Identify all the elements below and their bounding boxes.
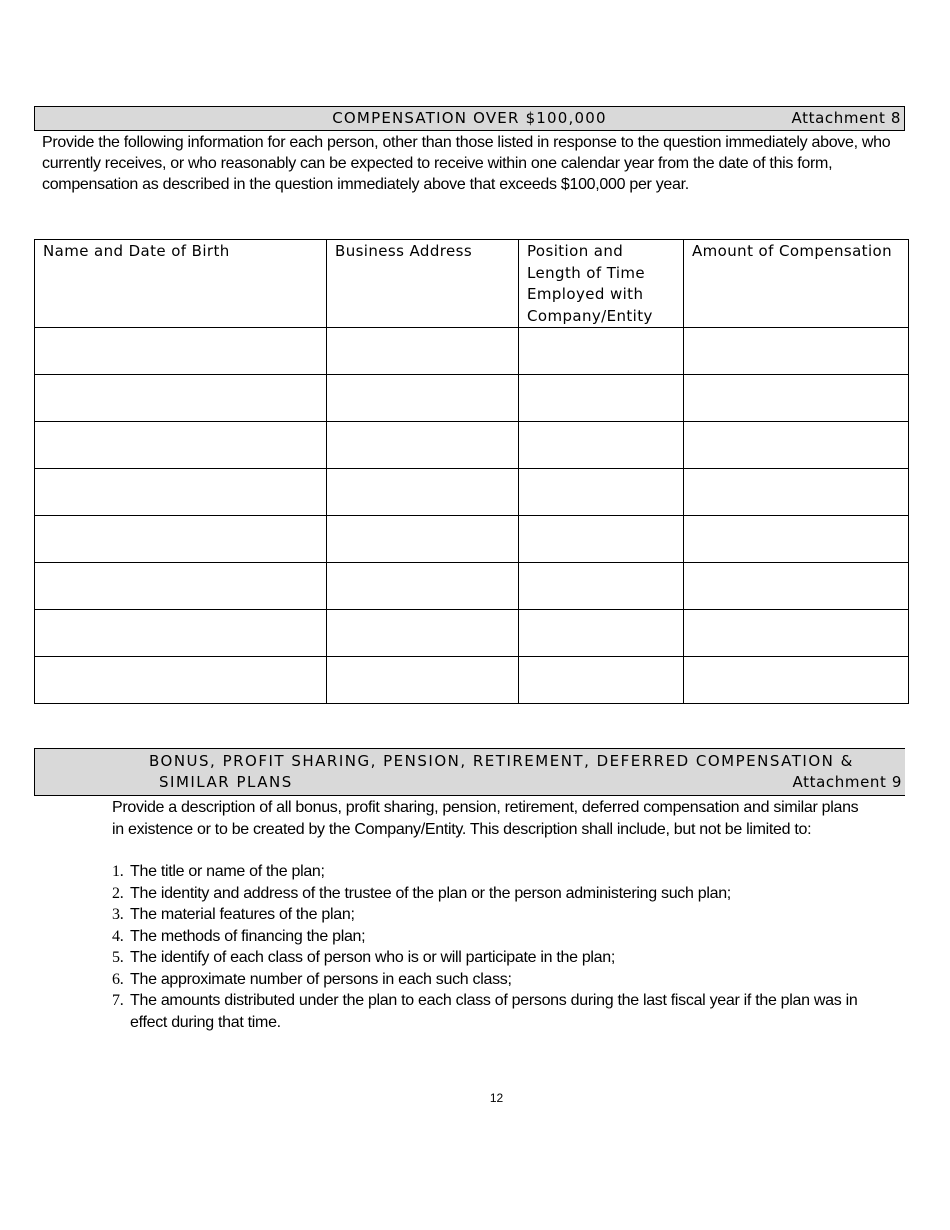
cell-name[interactable]	[35, 375, 327, 422]
cell-name[interactable]	[35, 469, 327, 516]
table-row	[35, 610, 909, 657]
list-item-text: The identify of each class of person who is or will participate in the plan;	[130, 949, 616, 966]
section-header-plans	[34, 748, 905, 796]
table-row	[35, 328, 909, 375]
list-item-number: 2.	[112, 884, 124, 902]
section-header-compensation	[34, 106, 905, 131]
table-row	[35, 375, 909, 422]
attachment-label: Attachment 8	[791, 109, 901, 127]
list-item-text: The identity and address of the trustee of the plan or the person administering such plan;	[130, 884, 731, 902]
section-instructions: Provide the following information for each person, other than those listed in response to the question immediately above, who currently receives, or who reasonably can be expected to receive within one calendar year from the date of this form, compensation as described in the question immediately above that exceeds $100,000 per year.	[42, 134, 891, 193]
cell-amount[interactable]	[684, 657, 909, 704]
cell-address[interactable]	[327, 657, 519, 704]
cell-position[interactable]	[519, 469, 684, 516]
cell-amount[interactable]	[684, 610, 909, 657]
list-item-text: The material features of the plan;	[130, 906, 355, 923]
attachment-label: Attachment 9	[792, 773, 902, 791]
compensation-table	[34, 239, 909, 704]
cell-name[interactable]	[35, 657, 327, 704]
cell-name[interactable]	[35, 610, 327, 657]
cell-name[interactable]	[35, 516, 327, 563]
list-item	[112, 883, 892, 905]
cell-address[interactable]	[327, 563, 519, 610]
list-item-text: The approximate number of persons in each such class;	[130, 970, 512, 988]
cell-name[interactable]	[35, 328, 327, 375]
cell-address[interactable]	[327, 610, 519, 657]
column-header-position: Position and Length of Time Employed with Company/Entity	[519, 240, 684, 328]
cell-amount[interactable]	[684, 375, 909, 422]
cell-position[interactable]	[519, 610, 684, 657]
list-item	[112, 926, 892, 948]
list-item-number: 3.	[112, 906, 124, 923]
cell-address[interactable]	[327, 469, 519, 516]
list-item-number: 4.	[112, 927, 124, 945]
table-header-row	[35, 240, 909, 328]
table-row	[35, 469, 909, 516]
cell-position[interactable]	[519, 375, 684, 422]
table-row	[35, 657, 909, 704]
page-number: 12	[489, 1091, 504, 1105]
cell-address[interactable]	[327, 375, 519, 422]
column-header-amount: Amount of Compensation	[684, 240, 909, 328]
table-row	[35, 516, 909, 563]
list-item-text: The methods of financing the plan;	[130, 927, 366, 945]
list-item-text: The amounts distributed under the plan to each class of persons during the last fiscal year if the plan was in effect during that time.	[130, 992, 858, 1031]
list-item-number: 7.	[112, 992, 124, 1009]
cell-name[interactable]	[35, 422, 327, 469]
column-header-name: Name and Date of Birth	[35, 240, 327, 328]
list-item-text: The title or name of the plan;	[130, 863, 325, 880]
list-item	[112, 861, 892, 883]
section-title: COMPENSATION OVER $100,000	[332, 109, 607, 127]
cell-address[interactable]	[327, 422, 519, 469]
cell-amount[interactable]	[684, 328, 909, 375]
list-item	[112, 904, 892, 926]
list-item-number: 5.	[112, 949, 124, 966]
list-item-number: 1.	[112, 863, 124, 880]
cell-position[interactable]	[519, 328, 684, 375]
cell-position[interactable]	[519, 657, 684, 704]
list-item	[112, 947, 892, 969]
cell-amount[interactable]	[684, 563, 909, 610]
cell-amount[interactable]	[684, 516, 909, 563]
list-item	[112, 990, 892, 1033]
column-header-address: Business Address	[327, 240, 519, 328]
section-title-line2: SIMILAR PLANS	[159, 773, 293, 791]
table-row	[35, 422, 909, 469]
cell-amount[interactable]	[684, 469, 909, 516]
cell-address[interactable]	[327, 516, 519, 563]
list-item	[112, 969, 892, 991]
cell-position[interactable]	[519, 516, 684, 563]
cell-amount[interactable]	[684, 422, 909, 469]
section-instructions: Provide a description of all bonus, profit sharing, pension, retirement, deferred compensation and similar plans in existence or to be created by the Company/Entity. This description shall include, but not be limited to:	[112, 799, 859, 838]
cell-name[interactable]	[35, 563, 327, 610]
cell-position[interactable]	[519, 422, 684, 469]
plan-requirements-list	[112, 861, 892, 1033]
list-item-number: 6.	[112, 970, 124, 988]
section-title-line1: BONUS, PROFIT SHARING, PENSION, RETIREMENT, DEFERRED COMPENSATION &	[149, 752, 854, 770]
cell-position[interactable]	[519, 563, 684, 610]
cell-address[interactable]	[327, 328, 519, 375]
table-row	[35, 563, 909, 610]
